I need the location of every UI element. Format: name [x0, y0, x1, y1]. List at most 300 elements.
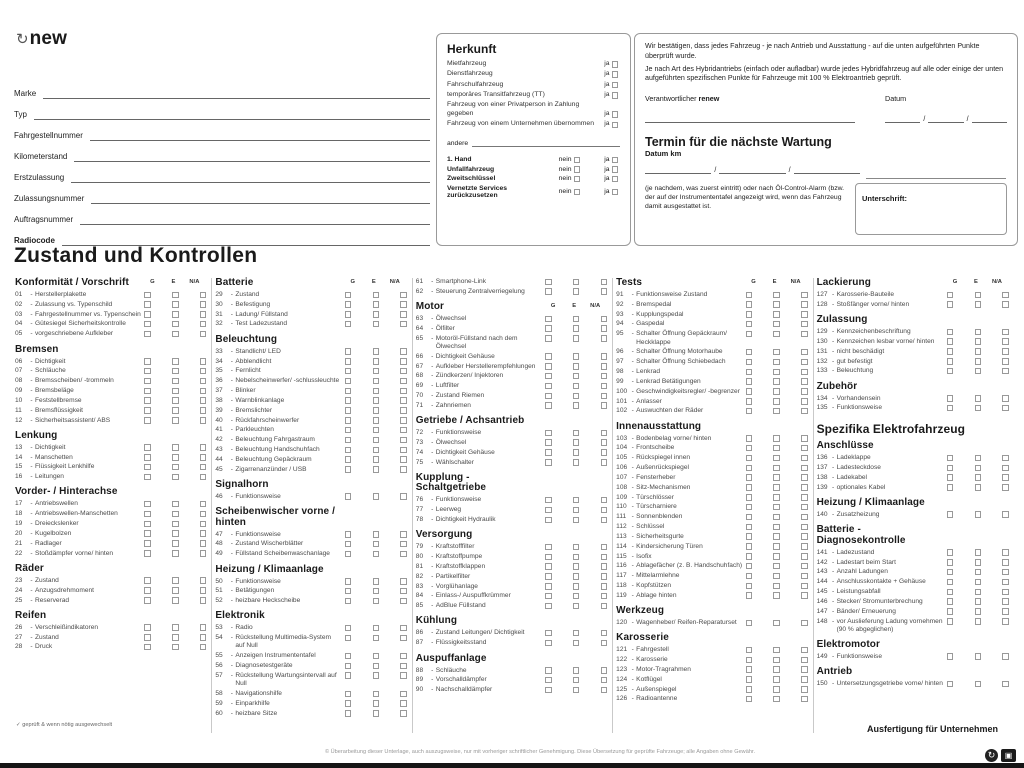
checkbox-na[interactable] [400, 710, 407, 717]
checkbox-g[interactable] [947, 549, 954, 556]
checkbox-na[interactable] [801, 524, 808, 531]
marke-field[interactable] [43, 85, 430, 99]
checkbox-e[interactable] [573, 507, 580, 514]
checkbox-g[interactable] [144, 417, 151, 424]
checkbox-e[interactable] [172, 301, 179, 308]
checkbox-na[interactable] [801, 563, 808, 570]
checkbox-na[interactable] [200, 530, 207, 537]
checkbox-na[interactable] [801, 666, 808, 673]
checkbox-na[interactable] [801, 349, 808, 356]
checkbox-g[interactable] [345, 358, 352, 365]
checkbox-e[interactable] [573, 393, 580, 400]
checkbox-g[interactable] [345, 493, 352, 500]
checkbox-na[interactable] [400, 437, 407, 444]
checkbox-na[interactable] [1002, 569, 1009, 576]
checkbox-g[interactable] [746, 292, 753, 299]
checkbox-na[interactable] [801, 504, 808, 511]
checkbox-na[interactable] [400, 456, 407, 463]
checkbox-na[interactable] [1002, 511, 1009, 518]
checkbox-e[interactable] [573, 573, 580, 580]
checkbox-na[interactable] [200, 474, 207, 481]
checkbox-na[interactable] [601, 583, 608, 590]
checkbox-g[interactable] [545, 449, 552, 456]
checkbox-e[interactable] [373, 588, 380, 595]
checkbox-na[interactable] [801, 484, 808, 491]
checkbox-na[interactable] [1002, 455, 1009, 462]
checkbox-g[interactable] [144, 550, 151, 557]
checkbox-e[interactable] [373, 311, 380, 318]
checkbox-g[interactable] [144, 301, 151, 308]
checkbox-g[interactable] [746, 455, 753, 462]
checkbox-g[interactable] [746, 573, 753, 580]
checkbox-e[interactable] [573, 353, 580, 360]
checkbox-g[interactable] [345, 427, 352, 434]
checkbox-na[interactable] [801, 292, 808, 299]
checkbox-g[interactable] [947, 395, 954, 402]
checkbox-e[interactable] [172, 587, 179, 594]
checkbox-na[interactable] [801, 514, 808, 521]
checkbox-e[interactable] [773, 331, 780, 338]
checkbox-g[interactable] [545, 430, 552, 437]
checkbox-e[interactable] [573, 563, 580, 570]
checkbox-na[interactable] [601, 353, 608, 360]
erstzulassung-field[interactable] [71, 169, 430, 183]
checkbox-na[interactable] [400, 531, 407, 538]
checkbox-e[interactable] [172, 530, 179, 537]
checkbox-g[interactable] [144, 644, 151, 651]
checkbox-e[interactable] [773, 533, 780, 540]
checkbox-e[interactable] [573, 640, 580, 647]
checkbox-e[interactable] [975, 608, 982, 615]
checkbox-na[interactable] [400, 691, 407, 698]
checkbox-g[interactable] [144, 444, 151, 451]
checkbox-na[interactable] [601, 459, 608, 466]
checkbox-g[interactable] [947, 329, 954, 336]
checkbox-na[interactable] [801, 573, 808, 580]
checkbox-na[interactable] [1002, 292, 1009, 299]
checkbox-na[interactable] [400, 653, 407, 660]
checkbox-e[interactable] [975, 338, 982, 345]
checkbox-e[interactable] [975, 579, 982, 586]
checkbox-e[interactable] [773, 494, 780, 501]
checkbox-g[interactable] [345, 311, 352, 318]
checkbox-na[interactable] [601, 640, 608, 647]
checkbox-e[interactable] [773, 620, 780, 627]
checkbox-na[interactable] [200, 417, 207, 424]
checkbox-g[interactable] [746, 494, 753, 501]
checkbox-g[interactable] [545, 687, 552, 694]
checkbox-na[interactable] [601, 687, 608, 694]
checkbox-e[interactable] [172, 444, 179, 451]
checkbox-g[interactable] [345, 437, 352, 444]
checkbox-g[interactable] [947, 338, 954, 345]
checkbox-e[interactable] [975, 598, 982, 605]
checkbox-e[interactable] [373, 625, 380, 632]
checkbox-e[interactable] [773, 408, 780, 415]
ja-checkbox[interactable] [612, 157, 619, 164]
checkbox-e[interactable] [573, 439, 580, 446]
checkbox-e[interactable] [373, 700, 380, 707]
checkbox-na[interactable] [200, 368, 207, 375]
checkbox-na[interactable] [601, 593, 608, 600]
checkbox-na[interactable] [1002, 559, 1009, 566]
checkbox-g[interactable] [947, 608, 954, 615]
checkbox-na[interactable] [801, 301, 808, 308]
checkbox-g[interactable] [545, 603, 552, 610]
ja-checkbox[interactable] [612, 82, 619, 89]
checkbox-e[interactable] [773, 592, 780, 599]
checkbox-na[interactable] [601, 325, 608, 332]
checkbox-e[interactable] [975, 348, 982, 355]
checkbox-na[interactable] [601, 667, 608, 674]
checkbox-e[interactable] [573, 279, 580, 286]
checkbox-e[interactable] [573, 677, 580, 684]
checkbox-na[interactable] [801, 321, 808, 328]
checkbox-g[interactable] [144, 501, 151, 508]
checkbox-e[interactable] [172, 407, 179, 414]
checkbox-e[interactable] [172, 577, 179, 584]
checkbox-e[interactable] [975, 368, 982, 375]
checkbox-e[interactable] [773, 484, 780, 491]
checkbox-e[interactable] [773, 696, 780, 703]
checkbox-g[interactable] [144, 331, 151, 338]
checkbox-na[interactable] [601, 497, 608, 504]
checkbox-na[interactable] [601, 449, 608, 456]
checkbox-na[interactable] [601, 335, 608, 342]
checkbox-na[interactable] [801, 657, 808, 664]
checkbox-g[interactable] [545, 563, 552, 570]
checkbox-e[interactable] [773, 583, 780, 590]
checkbox-na[interactable] [400, 397, 407, 404]
checkbox-g[interactable] [545, 573, 552, 580]
checkbox-g[interactable] [545, 630, 552, 637]
checkbox-g[interactable] [345, 672, 352, 679]
checkbox-g[interactable] [545, 439, 552, 446]
checkbox-e[interactable] [573, 363, 580, 370]
checkbox-e[interactable] [573, 383, 580, 390]
checkbox-g[interactable] [746, 301, 753, 308]
checkbox-e[interactable] [373, 653, 380, 660]
checkbox-e[interactable] [773, 321, 780, 328]
checkbox-e[interactable] [773, 504, 780, 511]
nein-checkbox[interactable] [574, 157, 581, 164]
checkbox-g[interactable] [746, 435, 753, 442]
checkbox-g[interactable] [746, 398, 753, 405]
checkbox-na[interactable] [1002, 301, 1009, 308]
checkbox-g[interactable] [947, 455, 954, 462]
checkbox-na[interactable] [200, 597, 207, 604]
checkbox-g[interactable] [947, 579, 954, 586]
checkbox-g[interactable] [746, 514, 753, 521]
nein-checkbox[interactable] [574, 189, 581, 196]
checkbox-na[interactable] [601, 573, 608, 580]
checkbox-g[interactable] [545, 583, 552, 590]
responsible-signature-field[interactable] [645, 111, 855, 123]
checkbox-g[interactable] [144, 521, 151, 528]
checkbox-na[interactable] [400, 321, 407, 328]
checkbox-g[interactable] [947, 681, 954, 688]
checkbox-g[interactable] [345, 700, 352, 707]
checkbox-g[interactable] [345, 388, 352, 395]
checkbox-e[interactable] [172, 417, 179, 424]
checkbox-g[interactable] [746, 657, 753, 664]
checkbox-g[interactable] [947, 618, 954, 625]
checkbox-na[interactable] [1002, 395, 1009, 402]
checkbox-na[interactable] [1002, 579, 1009, 586]
checkbox-e[interactable] [373, 541, 380, 548]
checkbox-e[interactable] [975, 589, 982, 596]
checkbox-e[interactable] [373, 427, 380, 434]
checkbox-g[interactable] [345, 447, 352, 454]
checkbox-g[interactable] [947, 511, 954, 518]
checkbox-e[interactable] [373, 321, 380, 328]
checkbox-g[interactable] [746, 686, 753, 693]
checkbox-g[interactable] [345, 397, 352, 404]
checkbox-na[interactable] [601, 603, 608, 610]
checkbox-na[interactable] [400, 493, 407, 500]
checkbox-na[interactable] [1002, 348, 1009, 355]
checkbox-g[interactable] [545, 497, 552, 504]
checkbox-na[interactable] [1002, 598, 1009, 605]
checkbox-g[interactable] [144, 311, 151, 318]
checkbox-g[interactable] [746, 465, 753, 472]
checkbox-na[interactable] [601, 563, 608, 570]
checkbox-e[interactable] [172, 321, 179, 328]
checkbox-e[interactable] [773, 455, 780, 462]
checkbox-na[interactable] [200, 624, 207, 631]
ja-checkbox[interactable] [612, 166, 619, 173]
checkbox-g[interactable] [144, 388, 151, 395]
checkbox-e[interactable] [172, 644, 179, 651]
checkbox-na[interactable] [801, 455, 808, 462]
checkbox-g[interactable] [746, 474, 753, 481]
checkbox-na[interactable] [601, 288, 608, 295]
checkbox-e[interactable] [773, 666, 780, 673]
checkbox-g[interactable] [947, 598, 954, 605]
checkbox-na[interactable] [1002, 653, 1009, 660]
checkbox-e[interactable] [773, 359, 780, 366]
checkbox-g[interactable] [144, 597, 151, 604]
checkbox-e[interactable] [373, 388, 380, 395]
checkbox-na[interactable] [200, 577, 207, 584]
checkbox-na[interactable] [400, 635, 407, 642]
checkbox-na[interactable] [801, 474, 808, 481]
checkbox-g[interactable] [545, 544, 552, 551]
ja-checkbox[interactable] [612, 176, 619, 183]
checkbox-e[interactable] [975, 292, 982, 299]
checkbox-g[interactable] [144, 321, 151, 328]
checkbox-e[interactable] [773, 657, 780, 664]
checkbox-e[interactable] [373, 378, 380, 385]
checkbox-e[interactable] [573, 630, 580, 637]
checkbox-g[interactable] [746, 563, 753, 570]
checkbox-na[interactable] [601, 373, 608, 380]
checkbox-na[interactable] [1002, 608, 1009, 615]
checkbox-na[interactable] [400, 541, 407, 548]
checkbox-na[interactable] [400, 578, 407, 585]
checkbox-g[interactable] [345, 541, 352, 548]
checkbox-e[interactable] [373, 635, 380, 642]
checkbox-na[interactable] [200, 321, 207, 328]
checkbox-na[interactable] [400, 378, 407, 385]
checkbox-g[interactable] [345, 292, 352, 299]
checkbox-e[interactable] [373, 710, 380, 717]
checkbox-na[interactable] [801, 676, 808, 683]
checkbox-na[interactable] [601, 430, 608, 437]
checkbox-na[interactable] [801, 592, 808, 599]
checkbox-e[interactable] [172, 464, 179, 471]
checkbox-e[interactable] [975, 405, 982, 412]
checkbox-e[interactable] [975, 559, 982, 566]
checkbox-g[interactable] [545, 363, 552, 370]
checkbox-na[interactable] [200, 358, 207, 365]
checkbox-e[interactable] [172, 474, 179, 481]
checkbox-na[interactable] [1002, 589, 1009, 596]
checkbox-na[interactable] [601, 677, 608, 684]
checkbox-g[interactable] [545, 383, 552, 390]
checkbox-na[interactable] [400, 368, 407, 375]
checkbox-g[interactable] [947, 358, 954, 365]
checkbox-na[interactable] [1002, 405, 1009, 412]
checkbox-g[interactable] [545, 459, 552, 466]
checkbox-e[interactable] [975, 395, 982, 402]
checkbox-na[interactable] [200, 454, 207, 461]
checkbox-e[interactable] [773, 647, 780, 654]
checkbox-e[interactable] [172, 550, 179, 557]
checkbox-na[interactable] [801, 378, 808, 385]
checkbox-e[interactable] [172, 388, 179, 395]
checkbox-g[interactable] [345, 578, 352, 585]
checkbox-na[interactable] [801, 445, 808, 452]
checkbox-na[interactable] [400, 598, 407, 605]
checkbox-na[interactable] [801, 533, 808, 540]
checkbox-e[interactable] [172, 292, 179, 299]
ja-checkbox[interactable] [612, 122, 619, 129]
checkbox-na[interactable] [1002, 329, 1009, 336]
checkbox-e[interactable] [975, 618, 982, 625]
checkbox-g[interactable] [345, 417, 352, 424]
checkbox-g[interactable] [746, 504, 753, 511]
checkbox-e[interactable] [773, 435, 780, 442]
checkbox-g[interactable] [545, 677, 552, 684]
checkbox-na[interactable] [601, 507, 608, 514]
checkbox-na[interactable] [601, 544, 608, 551]
checkbox-na[interactable] [601, 316, 608, 323]
checkbox-e[interactable] [373, 456, 380, 463]
checkbox-g[interactable] [144, 407, 151, 414]
checkbox-e[interactable] [975, 301, 982, 308]
checkbox-g[interactable] [144, 378, 151, 385]
checkbox-na[interactable] [400, 447, 407, 454]
checkbox-na[interactable] [400, 588, 407, 595]
ja-checkbox[interactable] [612, 71, 619, 78]
checkbox-e[interactable] [975, 329, 982, 336]
checkbox-g[interactable] [746, 553, 753, 560]
checkbox-e[interactable] [172, 540, 179, 547]
checkbox-na[interactable] [801, 583, 808, 590]
checkbox-g[interactable] [144, 292, 151, 299]
checkbox-g[interactable] [746, 359, 753, 366]
checkbox-e[interactable] [373, 368, 380, 375]
checkbox-na[interactable] [1002, 549, 1009, 556]
checkbox-na[interactable] [200, 444, 207, 451]
checkbox-na[interactable] [801, 311, 808, 318]
checkbox-na[interactable] [200, 331, 207, 338]
checkbox-e[interactable] [373, 447, 380, 454]
checkbox-e[interactable] [573, 497, 580, 504]
datum-field[interactable]: / / [885, 111, 1007, 123]
checkbox-na[interactable] [400, 358, 407, 365]
checkbox-e[interactable] [172, 634, 179, 641]
checkbox-e[interactable] [172, 358, 179, 365]
checkbox-g[interactable] [746, 349, 753, 356]
signature-box[interactable] [855, 183, 1007, 235]
checkbox-na[interactable] [200, 464, 207, 471]
checkbox-e[interactable] [373, 663, 380, 670]
checkbox-e[interactable] [573, 517, 580, 524]
checkbox-g[interactable] [144, 397, 151, 404]
checkbox-e[interactable] [573, 544, 580, 551]
checkbox-na[interactable] [400, 292, 407, 299]
checkbox-na[interactable] [400, 427, 407, 434]
checkbox-g[interactable] [746, 445, 753, 452]
checkbox-g[interactable] [345, 625, 352, 632]
checkbox-g[interactable] [345, 301, 352, 308]
checkbox-e[interactable] [573, 667, 580, 674]
checkbox-g[interactable] [947, 465, 954, 472]
checkbox-e[interactable] [773, 388, 780, 395]
checkbox-e[interactable] [773, 301, 780, 308]
checkbox-e[interactable] [773, 573, 780, 580]
checkbox-g[interactable] [144, 454, 151, 461]
checkbox-e[interactable] [573, 430, 580, 437]
checkbox-g[interactable] [746, 331, 753, 338]
fahrgestellnummer-field[interactable] [90, 127, 430, 141]
checkbox-e[interactable] [773, 686, 780, 693]
checkbox-g[interactable] [746, 311, 753, 318]
checkbox-e[interactable] [975, 358, 982, 365]
checkbox-g[interactable] [947, 589, 954, 596]
checkbox-na[interactable] [601, 554, 608, 561]
checkbox-na[interactable] [601, 363, 608, 370]
checkbox-g[interactable] [144, 530, 151, 537]
checkbox-na[interactable] [601, 630, 608, 637]
checkbox-e[interactable] [975, 549, 982, 556]
checkbox-e[interactable] [773, 311, 780, 318]
checkbox-g[interactable] [947, 292, 954, 299]
checkbox-g[interactable] [746, 666, 753, 673]
checkbox-na[interactable] [400, 348, 407, 355]
checkbox-e[interactable] [773, 292, 780, 299]
checkbox-e[interactable] [172, 501, 179, 508]
checkbox-na[interactable] [200, 388, 207, 395]
ja-checkbox[interactable] [612, 111, 619, 118]
checkbox-na[interactable] [400, 311, 407, 318]
checkbox-g[interactable] [947, 348, 954, 355]
checkbox-e[interactable] [172, 311, 179, 318]
checkbox-na[interactable] [1002, 368, 1009, 375]
checkbox-na[interactable] [200, 644, 207, 651]
checkbox-e[interactable] [773, 524, 780, 531]
checkbox-na[interactable] [801, 331, 808, 338]
checkbox-g[interactable] [144, 464, 151, 471]
nein-checkbox[interactable] [574, 176, 581, 183]
checkbox-na[interactable] [601, 393, 608, 400]
checkbox-na[interactable] [400, 301, 407, 308]
checkbox-g[interactable] [746, 533, 753, 540]
checkbox-na[interactable] [200, 550, 207, 557]
checkbox-e[interactable] [573, 449, 580, 456]
